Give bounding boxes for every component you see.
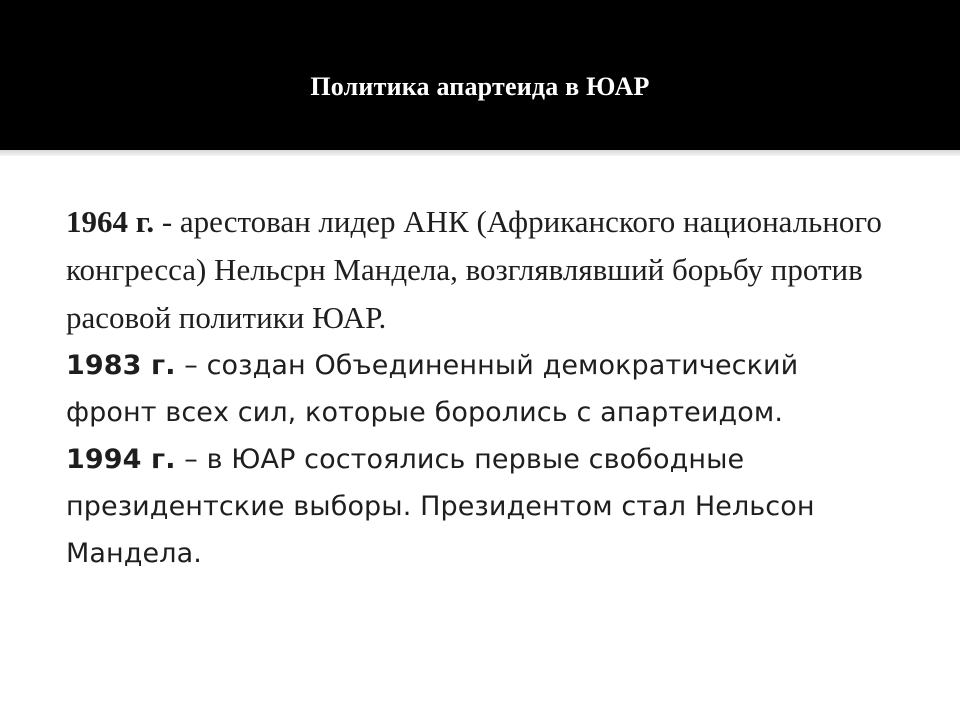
entry-text: – в ЮАР состоялись первые свободные президентские выборы. Президентом стал Нельсон Мандела. <box>66 444 815 569</box>
entry-year: 1964 г. <box>66 204 155 239</box>
entry-1994 <box>66 436 896 577</box>
title-divider <box>0 150 960 156</box>
entry-text: – создан Объединенный демократический фронт всех сил, которые боролись с апартеидом. <box>66 350 799 428</box>
entry-1983 <box>66 342 896 436</box>
entry-text: - арестован лидер АНК (Африканского национального конгресса) Нельсрн Мандела, возглявлявший борьбу против расовой политики ЮАР. <box>66 204 882 335</box>
entry-1964 <box>66 198 896 342</box>
entry-year: 1994 г. <box>66 444 176 475</box>
entry-year: 1983 г. <box>66 350 176 381</box>
slide-content <box>66 198 896 577</box>
slide-title: Политика апартеида в ЮАР <box>310 72 650 101</box>
title-bar <box>0 0 960 150</box>
